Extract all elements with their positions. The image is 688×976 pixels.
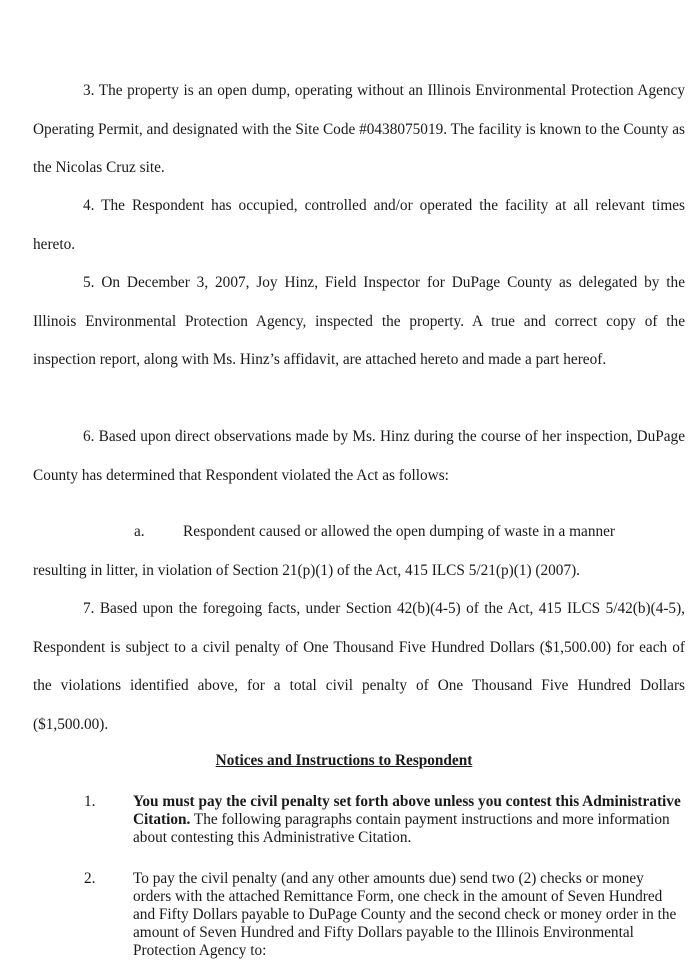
subparagraph-a-text-line-1: Respondent caused or allowed the open dumping of waste in a manner — [183, 523, 616, 540]
paragraph-7: 7. Based upon the foregoing facts, under Section 42(b)(4-5) of the Act, 415 ILCS 5/42(b)(4-5), Respondent is subject to a civil penalty of One Thousand Five Hundred Dollars ($1,500.00) for each of the violations identified above, for a total civil penalty of One Thousand Five Hundred Dollars ($1,500.00). — [33, 600, 685, 733]
notice-item-text: To pay the civil penalty (and any other amounts due) send two (2) checks or money orders with the attached Remittance Form, one check in the amount of Seven Hundred and Fifty Dollars payable to DuPage County and the second check or money order in the amount of Seven Hundred and Fifty Dollars payable to the Illinois Environmental Protection Agency to: — [133, 870, 677, 959]
subparagraph-a-continued: resulting in litter, in violation of Section 21(p)(1) of the Act, 415 ILCS 5/21(p)(1) (2007). — [33, 562, 581, 579]
notices-heading: Notices and Instructions to Respondent — [215, 752, 473, 769]
paragraph-4: 4. The Respondent has occupied, controlled and/or operated the facility at all relevant times hereto. — [33, 197, 685, 253]
notice-item-body — [133, 870, 685, 960]
notice-item-bold-text: You must pay the civil penalty set forth above unless you contest this Administrative Citation. — [133, 793, 681, 828]
paragraph-3: 3. The property is an open dump, operating without an Illinois Environmental Protection Agency Operating Permit, and designated with the Site Code #0438075019. The facility is known to the County as the Nicolas Cruz site. — [33, 82, 685, 176]
notice-item-number: 2. — [84, 870, 96, 887]
notice-item-number: 1. — [84, 793, 96, 810]
paragraph-6: 6. Based upon direct observations made by Ms. Hinz during the course of her inspection, DuPage County has determined that Respondent violated the Act as follows: — [33, 428, 685, 484]
subparagraph-a-label: a. — [134, 523, 145, 540]
paragraph-5: 5. On December 3, 2007, Joy Hinz, Field Inspector for DuPage County as delegated by the Illinois Environmental Protection Agency, inspected the property. A true and correct copy of the inspection report, along with Ms. Hinz’s affidavit, are attached hereto and made a part hereof. — [33, 274, 685, 368]
notice-item-body — [133, 793, 685, 847]
notice-item-text: The following paragraphs contain payment instructions and more information about contesting this Administrative Citation. — [133, 811, 670, 846]
